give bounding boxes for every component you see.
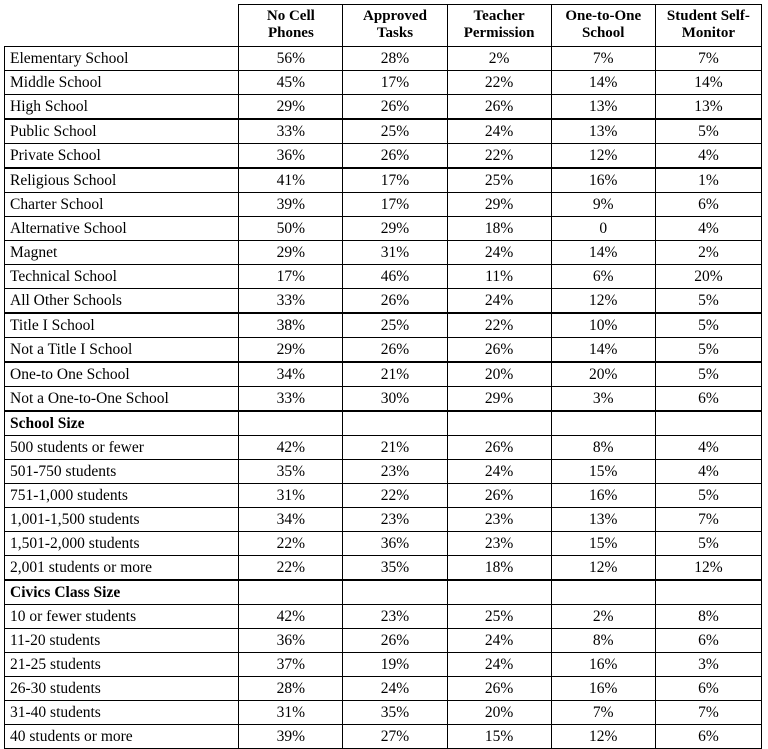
- cell-value: 14%: [551, 70, 655, 94]
- cell-value: 26%: [343, 94, 447, 119]
- cell-value: 17%: [239, 264, 343, 288]
- cell-value: 10%: [551, 313, 655, 338]
- cell-value: 42%: [239, 604, 343, 628]
- row-label: Middle School: [5, 70, 239, 94]
- cell-value: 5%: [655, 337, 761, 362]
- table-row: [5, 580, 762, 605]
- cell-value: 26%: [447, 483, 551, 507]
- cell-value: 2%: [551, 604, 655, 628]
- cell-value: 22%: [239, 531, 343, 555]
- cell-value: 33%: [239, 386, 343, 411]
- row-label: 40 students or more: [5, 724, 239, 748]
- cell-value: 34%: [239, 362, 343, 387]
- column-header-line-2: School: [581, 24, 625, 41]
- cell-value: 0: [551, 216, 655, 240]
- cell-value: 26%: [447, 676, 551, 700]
- cell-phone-policy-table: [4, 4, 762, 749]
- cell-value: 24%: [447, 459, 551, 483]
- cell-value: 31%: [343, 240, 447, 264]
- column-header-approved-tasks: [343, 5, 447, 47]
- row-group-label: Civics Class Size: [5, 580, 239, 605]
- row-label: 751-1,000 students: [5, 483, 239, 507]
- cell-value: 6%: [551, 264, 655, 288]
- cell-value: 36%: [343, 531, 447, 555]
- cell-value: [343, 580, 447, 605]
- cell-value: 9%: [551, 192, 655, 216]
- table-row: [5, 435, 762, 459]
- cell-value: 15%: [551, 459, 655, 483]
- cell-value: 56%: [239, 46, 343, 70]
- cell-value: 5%: [655, 531, 761, 555]
- cell-value: 24%: [447, 652, 551, 676]
- cell-value: 29%: [239, 94, 343, 119]
- column-header-line-1: Approved: [363, 8, 427, 24]
- cell-value: 2%: [447, 46, 551, 70]
- cell-value: [655, 580, 761, 605]
- table-row: [5, 652, 762, 676]
- table-row: [5, 555, 762, 580]
- cell-value: 6%: [655, 724, 761, 748]
- cell-value: 33%: [239, 119, 343, 144]
- cell-value: [551, 580, 655, 605]
- cell-value: 37%: [239, 652, 343, 676]
- row-label: 11-20 students: [5, 628, 239, 652]
- column-header-line-1: Student Self-: [666, 8, 750, 24]
- cell-value: 4%: [655, 459, 761, 483]
- cell-value: 17%: [343, 70, 447, 94]
- cell-value: 39%: [239, 192, 343, 216]
- column-header-line-2: Tasks: [376, 24, 414, 41]
- table-row: [5, 168, 762, 193]
- cell-value: 23%: [343, 459, 447, 483]
- cell-value: 34%: [239, 507, 343, 531]
- cell-value: 13%: [551, 119, 655, 144]
- cell-value: 5%: [655, 288, 761, 313]
- cell-value: 7%: [655, 507, 761, 531]
- cell-value: 22%: [447, 70, 551, 94]
- cell-value: 22%: [343, 483, 447, 507]
- row-group-label: School Size: [5, 411, 239, 436]
- cell-value: 42%: [239, 435, 343, 459]
- cell-value: 5%: [655, 313, 761, 338]
- column-header-line-1: Teacher: [473, 8, 525, 24]
- cell-value: [551, 411, 655, 436]
- column-header-teacher-permission: [447, 5, 551, 47]
- cell-value: 29%: [343, 216, 447, 240]
- cell-value: [343, 411, 447, 436]
- cell-value: 28%: [343, 46, 447, 70]
- row-label: Technical School: [5, 264, 239, 288]
- table-row: [5, 676, 762, 700]
- table-row: [5, 507, 762, 531]
- row-label: 21-25 students: [5, 652, 239, 676]
- cell-value: 21%: [343, 362, 447, 387]
- cell-value: 38%: [239, 313, 343, 338]
- cell-value: 26%: [343, 143, 447, 168]
- cell-value: 5%: [655, 483, 761, 507]
- cell-value: 17%: [343, 168, 447, 193]
- cell-value: 22%: [447, 143, 551, 168]
- cell-value: 29%: [239, 240, 343, 264]
- cell-value: 50%: [239, 216, 343, 240]
- cell-value: 12%: [551, 143, 655, 168]
- row-label: High School: [5, 94, 239, 119]
- cell-value: 18%: [447, 216, 551, 240]
- table-row: [5, 119, 762, 144]
- row-label: Not a Title I School: [5, 337, 239, 362]
- cell-value: 6%: [655, 192, 761, 216]
- cell-value: 25%: [343, 313, 447, 338]
- cell-value: 35%: [343, 700, 447, 724]
- cell-value: 25%: [447, 168, 551, 193]
- column-header-line-2: Permission: [463, 24, 535, 41]
- cell-value: 14%: [655, 70, 761, 94]
- cell-value: 24%: [447, 288, 551, 313]
- table-row: [5, 459, 762, 483]
- table-row: [5, 604, 762, 628]
- cell-value: 29%: [447, 192, 551, 216]
- cell-value: 16%: [551, 168, 655, 193]
- table-row: [5, 240, 762, 264]
- cell-value: 22%: [239, 555, 343, 580]
- table-row: [5, 264, 762, 288]
- cell-value: 13%: [655, 94, 761, 119]
- table-row: [5, 700, 762, 724]
- cell-value: 24%: [447, 628, 551, 652]
- table-row: [5, 94, 762, 119]
- cell-value: 11%: [447, 264, 551, 288]
- cell-value: 16%: [551, 676, 655, 700]
- cell-value: 30%: [343, 386, 447, 411]
- column-header-line-1: One-to-One: [565, 8, 642, 24]
- cell-value: 15%: [551, 531, 655, 555]
- table-row: [5, 386, 762, 411]
- cell-value: 33%: [239, 288, 343, 313]
- row-label: Elementary School: [5, 46, 239, 70]
- column-header-student-self-monitor: [655, 5, 761, 47]
- header-corner-cell: [5, 5, 239, 47]
- cell-value: 6%: [655, 628, 761, 652]
- table-row: [5, 216, 762, 240]
- row-label: 10 or fewer students: [5, 604, 239, 628]
- table-row: [5, 411, 762, 436]
- cell-value: 23%: [343, 507, 447, 531]
- cell-value: 8%: [551, 628, 655, 652]
- cell-value: 20%: [447, 700, 551, 724]
- cell-value: 2%: [655, 240, 761, 264]
- table-row: [5, 313, 762, 338]
- cell-value: 45%: [239, 70, 343, 94]
- table-row: [5, 46, 762, 70]
- row-label: 1,501-2,000 students: [5, 531, 239, 555]
- column-header-line-2: Monitor: [681, 24, 736, 41]
- cell-value: 5%: [655, 362, 761, 387]
- row-label: 26-30 students: [5, 676, 239, 700]
- cell-value: 14%: [551, 337, 655, 362]
- cell-value: 35%: [343, 555, 447, 580]
- cell-value: 7%: [551, 700, 655, 724]
- cell-value: 31%: [239, 483, 343, 507]
- row-label: Private School: [5, 143, 239, 168]
- cell-value: 20%: [551, 362, 655, 387]
- cell-value: 26%: [447, 435, 551, 459]
- cell-value: 13%: [551, 507, 655, 531]
- row-label: Magnet: [5, 240, 239, 264]
- row-label: 2,001 students or more: [5, 555, 239, 580]
- row-label: Title I School: [5, 313, 239, 338]
- cell-value: 26%: [343, 337, 447, 362]
- cell-value: 19%: [343, 652, 447, 676]
- cell-value: 23%: [447, 531, 551, 555]
- cell-value: 20%: [655, 264, 761, 288]
- table-row: [5, 288, 762, 313]
- cell-value: [447, 411, 551, 436]
- cell-value: 12%: [551, 288, 655, 313]
- cell-value: 36%: [239, 143, 343, 168]
- row-label: 31-40 students: [5, 700, 239, 724]
- cell-value: 12%: [655, 555, 761, 580]
- row-label: 501-750 students: [5, 459, 239, 483]
- cell-value: [655, 411, 761, 436]
- cell-value: 31%: [239, 700, 343, 724]
- cell-value: 16%: [551, 652, 655, 676]
- cell-value: 4%: [655, 435, 761, 459]
- cell-value: 7%: [551, 46, 655, 70]
- cell-value: 1%: [655, 168, 761, 193]
- cell-value: 26%: [343, 628, 447, 652]
- cell-value: 21%: [343, 435, 447, 459]
- cell-value: 26%: [447, 94, 551, 119]
- table-row: [5, 337, 762, 362]
- cell-value: 16%: [551, 483, 655, 507]
- cell-value: 29%: [239, 337, 343, 362]
- cell-value: [239, 411, 343, 436]
- cell-value: 24%: [447, 240, 551, 264]
- cell-value: 24%: [447, 119, 551, 144]
- table-row: [5, 143, 762, 168]
- cell-value: 25%: [447, 604, 551, 628]
- cell-value: 29%: [447, 386, 551, 411]
- cell-value: 36%: [239, 628, 343, 652]
- cell-value: 27%: [343, 724, 447, 748]
- cell-value: 28%: [239, 676, 343, 700]
- cell-value: 26%: [447, 337, 551, 362]
- cell-value: 12%: [551, 555, 655, 580]
- column-header-line-1: No Cell: [266, 8, 315, 24]
- cell-value: 24%: [343, 676, 447, 700]
- row-label: All Other Schools: [5, 288, 239, 313]
- cell-value: 8%: [655, 604, 761, 628]
- row-label: Not a One-to-One School: [5, 386, 239, 411]
- cell-value: 8%: [551, 435, 655, 459]
- cell-value: 4%: [655, 143, 761, 168]
- table-row: [5, 192, 762, 216]
- cell-value: 22%: [447, 313, 551, 338]
- row-label: One-to One School: [5, 362, 239, 387]
- cell-value: 17%: [343, 192, 447, 216]
- column-header-one-to-one-school: [551, 5, 655, 47]
- cell-value: 39%: [239, 724, 343, 748]
- cell-value: 35%: [239, 459, 343, 483]
- table-row: [5, 483, 762, 507]
- cell-value: [447, 580, 551, 605]
- table-row: [5, 70, 762, 94]
- row-label: Religious School: [5, 168, 239, 193]
- cell-value: 4%: [655, 216, 761, 240]
- table-header: [5, 5, 762, 47]
- cell-value: 20%: [447, 362, 551, 387]
- cell-value: 5%: [655, 119, 761, 144]
- cell-value: 12%: [551, 724, 655, 748]
- cell-value: 13%: [551, 94, 655, 119]
- cell-value: 46%: [343, 264, 447, 288]
- table-row: [5, 531, 762, 555]
- cell-value: 15%: [447, 724, 551, 748]
- cell-value: 6%: [655, 386, 761, 411]
- table-row: [5, 724, 762, 748]
- cell-value: 25%: [343, 119, 447, 144]
- row-label: Public School: [5, 119, 239, 144]
- cell-value: 3%: [551, 386, 655, 411]
- cell-value: 7%: [655, 700, 761, 724]
- cell-value: 23%: [447, 507, 551, 531]
- table-body: [5, 46, 762, 748]
- column-header-no-cell-phones: [239, 5, 343, 47]
- table-row: [5, 628, 762, 652]
- cell-value: 3%: [655, 652, 761, 676]
- row-label: Alternative School: [5, 216, 239, 240]
- table-row: [5, 362, 762, 387]
- cell-value: 14%: [551, 240, 655, 264]
- row-label: 500 students or fewer: [5, 435, 239, 459]
- row-label: Charter School: [5, 192, 239, 216]
- cell-value: 6%: [655, 676, 761, 700]
- cell-value: 41%: [239, 168, 343, 193]
- column-header-line-2: Phones: [267, 24, 314, 41]
- cell-value: 23%: [343, 604, 447, 628]
- cell-value: 18%: [447, 555, 551, 580]
- row-label: 1,001-1,500 students: [5, 507, 239, 531]
- header-row: [5, 5, 762, 47]
- cell-value: [239, 580, 343, 605]
- cell-value: 26%: [343, 288, 447, 313]
- cell-value: 7%: [655, 46, 761, 70]
